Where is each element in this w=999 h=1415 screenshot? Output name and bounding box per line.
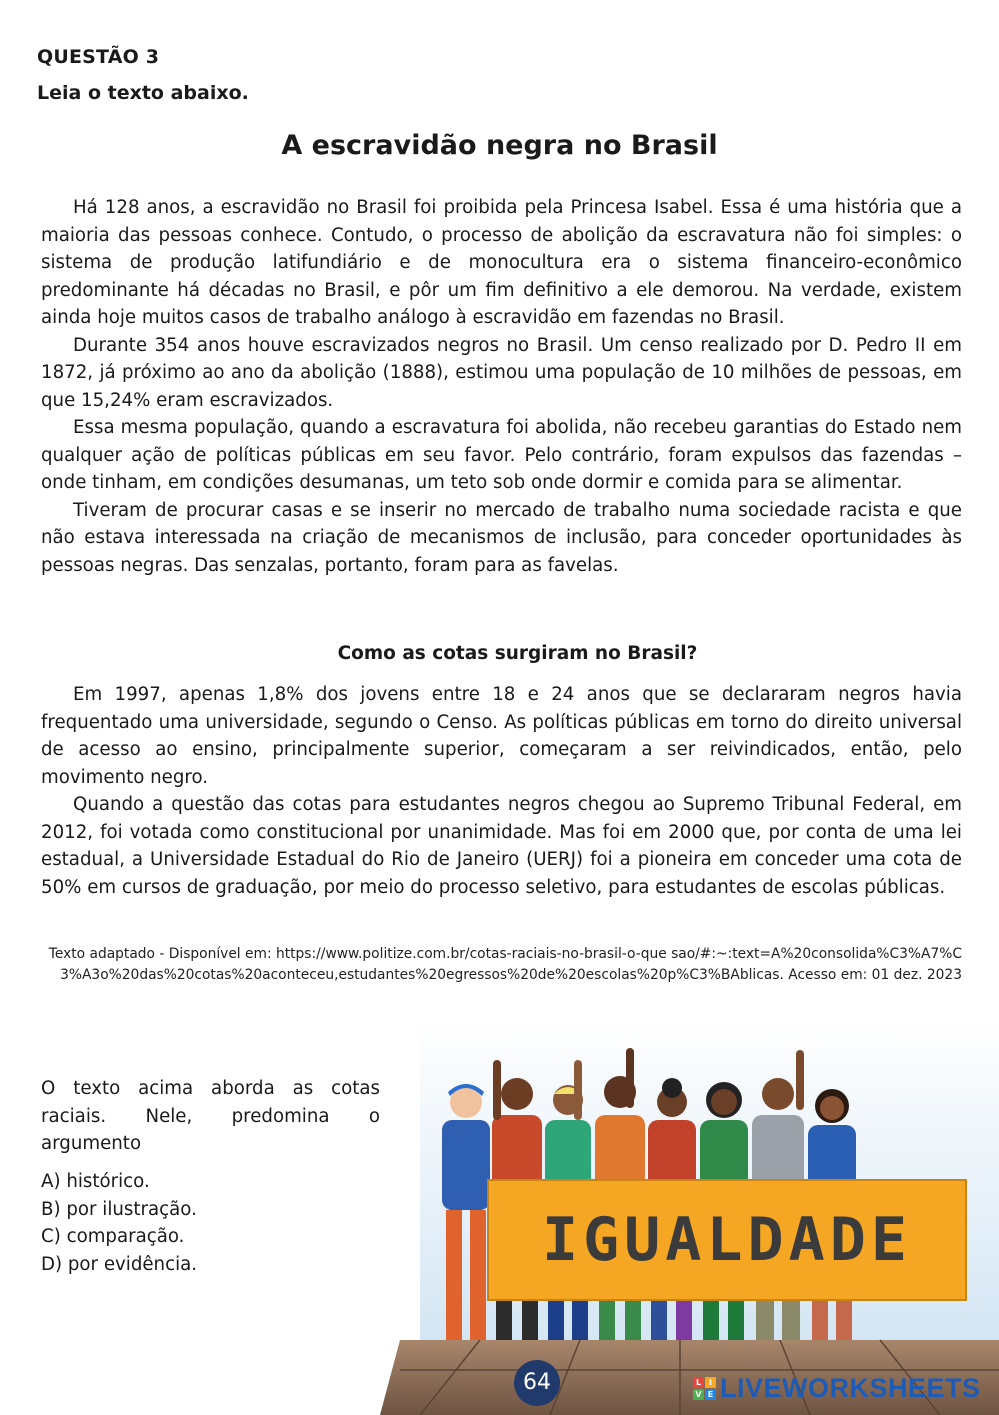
- question-prompt: O texto acima aborda as cotas raciais. Nele, predomina o argumento: [41, 1078, 380, 1154]
- section-subtitle: Como as cotas surgiram no Brasil?: [337, 643, 698, 664]
- option-c[interactable]: C) comparação.: [41, 1226, 185, 1247]
- equality-illustration: [380, 1020, 999, 1415]
- logo-letter: E: [705, 1389, 716, 1400]
- logo-letter: L: [693, 1377, 704, 1388]
- article-paragraph: Em 1997, apenas 1,8% dos jovens entre 18 e 24 anos que se declararam negros havia frequentado uma universidade, segundo o Censo. As políticas públicas em torno do direito universal de acesso ao ensino, principalmente superior, começaram a ser reivindicados, então, pelo movimento negro.: [41, 684, 962, 788]
- source-citation: Texto adaptado - Disponível em: https://www.politize.com.br/cotas-raciais-no-brasil-o-que sao/#:~:text=A%20consolida%C3%A7%C3%A3o%20das%20cotas%20aconteceu,estudantes%20egressos%20de%20escolas%20p%C3%BAblicas. Acesso em: 01 dez. 2023: [48, 946, 962, 983]
- article-paragraph: Essa mesma população, quando a escravatura foi abolida, não recebeu garantias do Estado nem qualquer ação de políticas públicas em seu favor. Pelo contrário, foram expulsos das fazendas – onde tinham, em condições desumanas, um teto sob onde dormir e comida para se alimentar.: [41, 417, 962, 493]
- logo-letter: I: [705, 1377, 716, 1388]
- logo-letter: V: [693, 1389, 704, 1400]
- banner-text: IGUALDADE: [541, 1205, 913, 1275]
- option-a[interactable]: A) histórico.: [41, 1171, 150, 1192]
- instruction: Leia o texto abaixo.: [37, 82, 249, 104]
- article-title: A escravidão negra no Brasil: [281, 130, 718, 161]
- liveworksheets-brand: [693, 1373, 981, 1403]
- option-b[interactable]: B) por ilustração.: [41, 1198, 197, 1220]
- option-d[interactable]: D) por evidência.: [41, 1253, 198, 1275]
- article-paragraph: Tiveram de procurar casas e se inserir no mercado de trabalho numa sociedade racista e que não estava interessada na criação de mecanismos de inclusão, para conceder oportunidades às pessoas negras. Das senzalas, portanto, foram para as favelas.: [41, 499, 962, 576]
- page-number-badge: 64: [514, 1360, 560, 1406]
- article-body: [41, 194, 962, 579]
- liveworksheets-logo-icon: [693, 1377, 716, 1400]
- article-paragraph: Quando a questão das cotas para estudantes negros chegou ao Supremo Tribunal Federal, em 2012, foi votada como constitucional por unanimidade. Mas foi em 2000 que, por conta de uma lei estadual, a Universidade Estadual do Rio de Janeiro (UERJ) foi a pioneira em conceder uma cota de 50% em cursos de graduação, por meio do processo seletivo, para estudantes de escolas públicas.: [41, 794, 962, 898]
- equality-banner: [488, 1180, 966, 1300]
- article-body-2: [41, 681, 962, 901]
- question-number: QUESTÃO 3: [37, 46, 160, 68]
- article-paragraph: Durante 354 anos houve escravizados negros no Brasil. Um censo realizado por D. Pedro II em 1872, já próximo ao ano da abolição (1888), estimou uma população de 10 milhões de pessoas, em que 15,24% eram escravizados.: [41, 334, 962, 411]
- answer-options: [41, 1168, 197, 1278]
- article-paragraph: Há 128 anos, a escravidão no Brasil foi proibida pela Princesa Isabel. Essa é uma história que a maioria das pessoas conhece. Contudo, o processo de abolição da escravatura não foi simples: o sistema de produção latifundiário e de monocultura era o sistema financeiro-econômico predominante há décadas no Brasil, e pôr um fim definitivo a ele demorou. Na verdade, existem ainda hoje muitos casos de trabalho análogo à escravidão em fazendas no Brasil.: [41, 197, 962, 328]
- brand-name[interactable]: LIVEWORKSHEETS: [720, 1372, 981, 1403]
